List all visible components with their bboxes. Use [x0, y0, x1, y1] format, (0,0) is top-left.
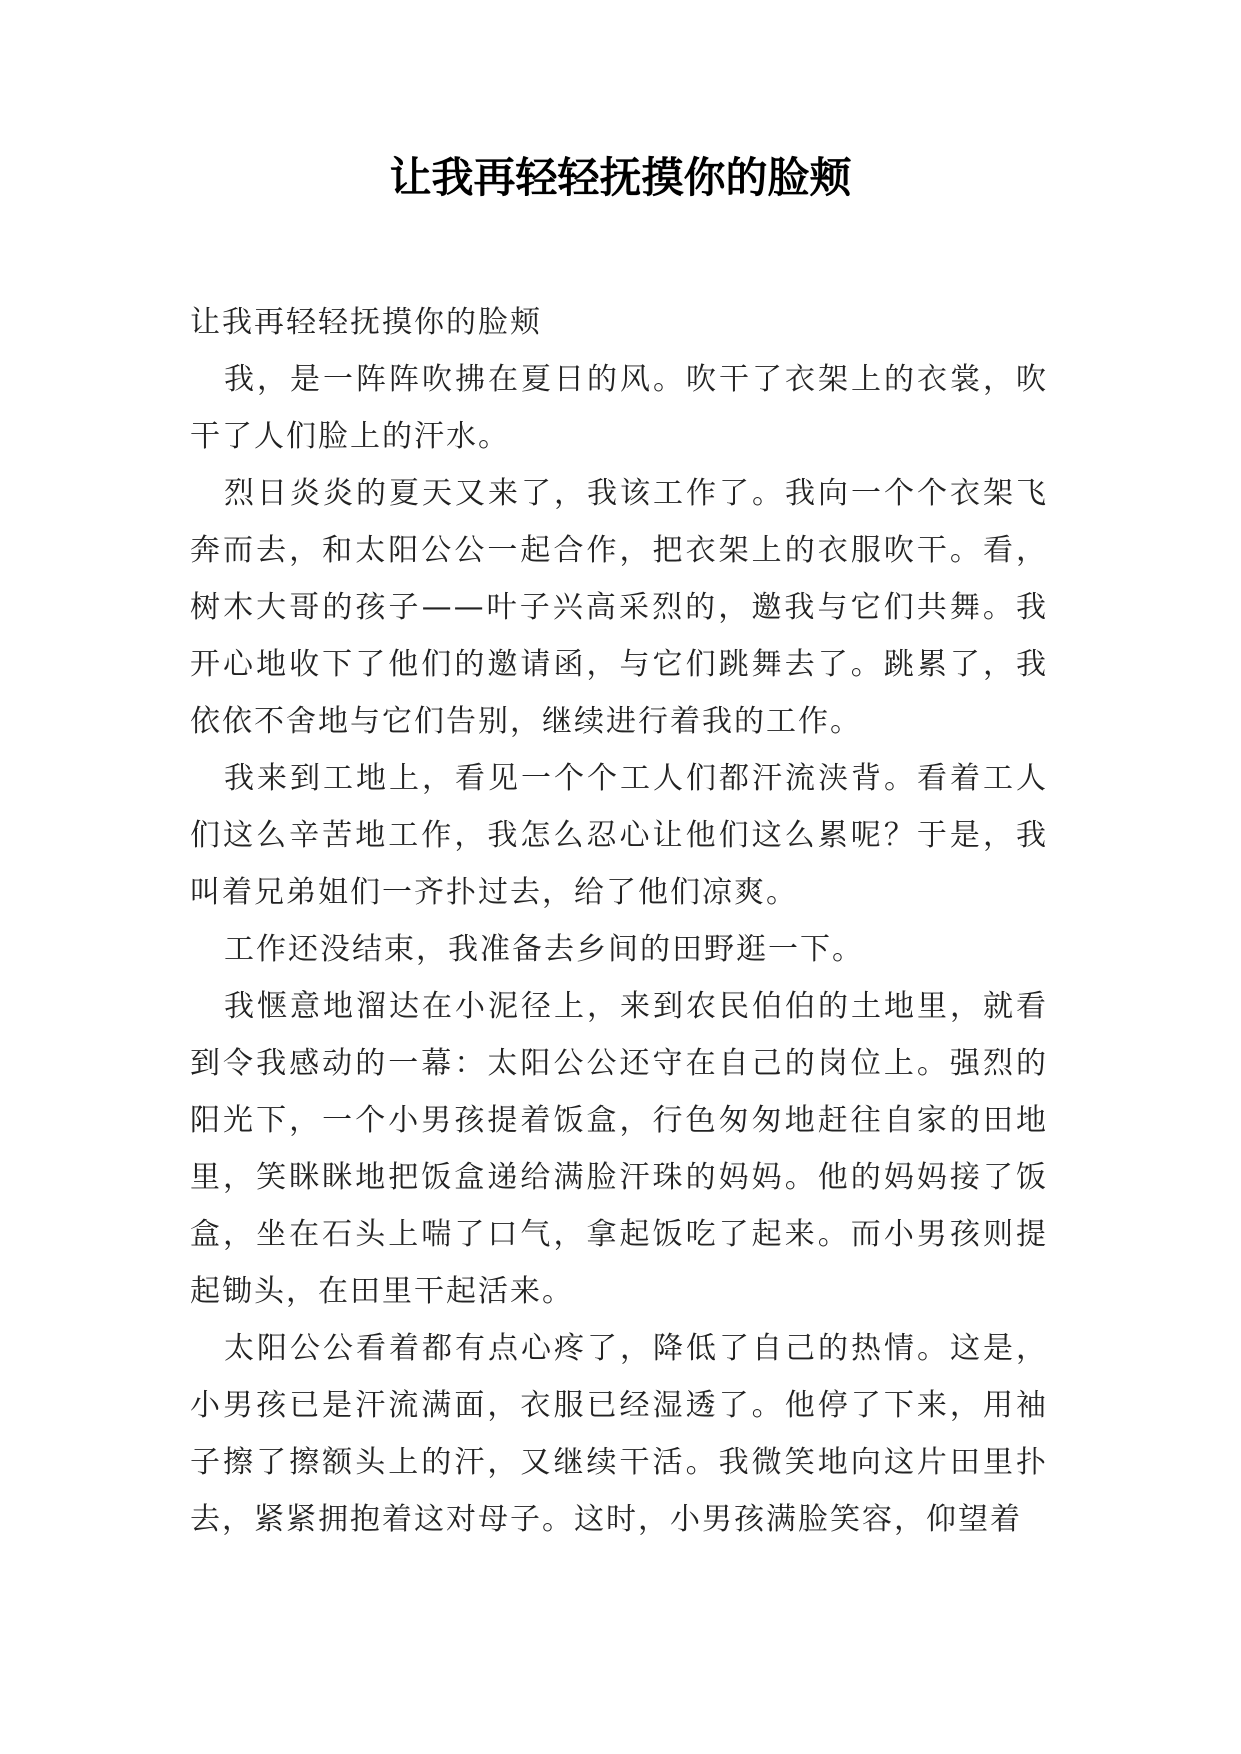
document-title: 让我再轻轻抚摸你的脸颊 [389, 153, 852, 202]
paragraph: 太阳公公看着都有点心疼了，降低了自己的热情。这是，小男孩已是汗流满面，衣服已经湿透了。他停了下来，用袖子擦了擦额头上的汗，又继续干活。我微笑地向这片田里扑去，紧紧拥抱着这对母子。这时，小男孩满脸笑容，仰望着 [190, 1331, 1048, 1537]
document-subtitle: 让我再轻轻抚摸你的脸颊 [190, 305, 542, 340]
paragraph: 我，是一阵阵吹拂在夏日的风。吹干了衣架上的衣裳，吹干了人们脸上的汗水。 [190, 362, 1048, 454]
paragraph: 我惬意地溜达在小泥径上，来到农民伯伯的土地里，就看到令我感动的一幕：太阳公公还守在自己的岗位上。强烈的阳光下，一个小男孩提着饭盒，行色匆匆地赶往自家的田地里，笑眯眯地把饭盒递给满脸汗珠的妈妈。他的妈妈接了饭盒，坐在石头上喘了口气，拿起饭吃了起来。而小男孩则提起锄头，在田里干起活来。 [190, 989, 1048, 1309]
paragraph: 工作还没结束，我准备去乡间的田野逛一下。 [224, 932, 864, 967]
document-body [190, 294, 1048, 1548]
paragraph: 我来到工地上，看见一个个工人们都汗流浃背。看着工人们这么辛苦地工作，我怎么忍心让他们这么累呢？于是，我叫着兄弟姐们一齐扑过去，给了他们凉爽。 [190, 761, 1048, 910]
paragraph: 烈日炎炎的夏天又来了，我该工作了。我向一个个衣架飞奔而去，和太阳公公一起合作，把衣架上的衣服吹干。看，树木大哥的孩子——叶子兴高采烈的，邀我与它们共舞。我开心地收下了他们的邀请函，与它们跳舞去了。跳累了，我依依不舍地与它们告别，继续进行着我的工作。 [190, 476, 1048, 739]
